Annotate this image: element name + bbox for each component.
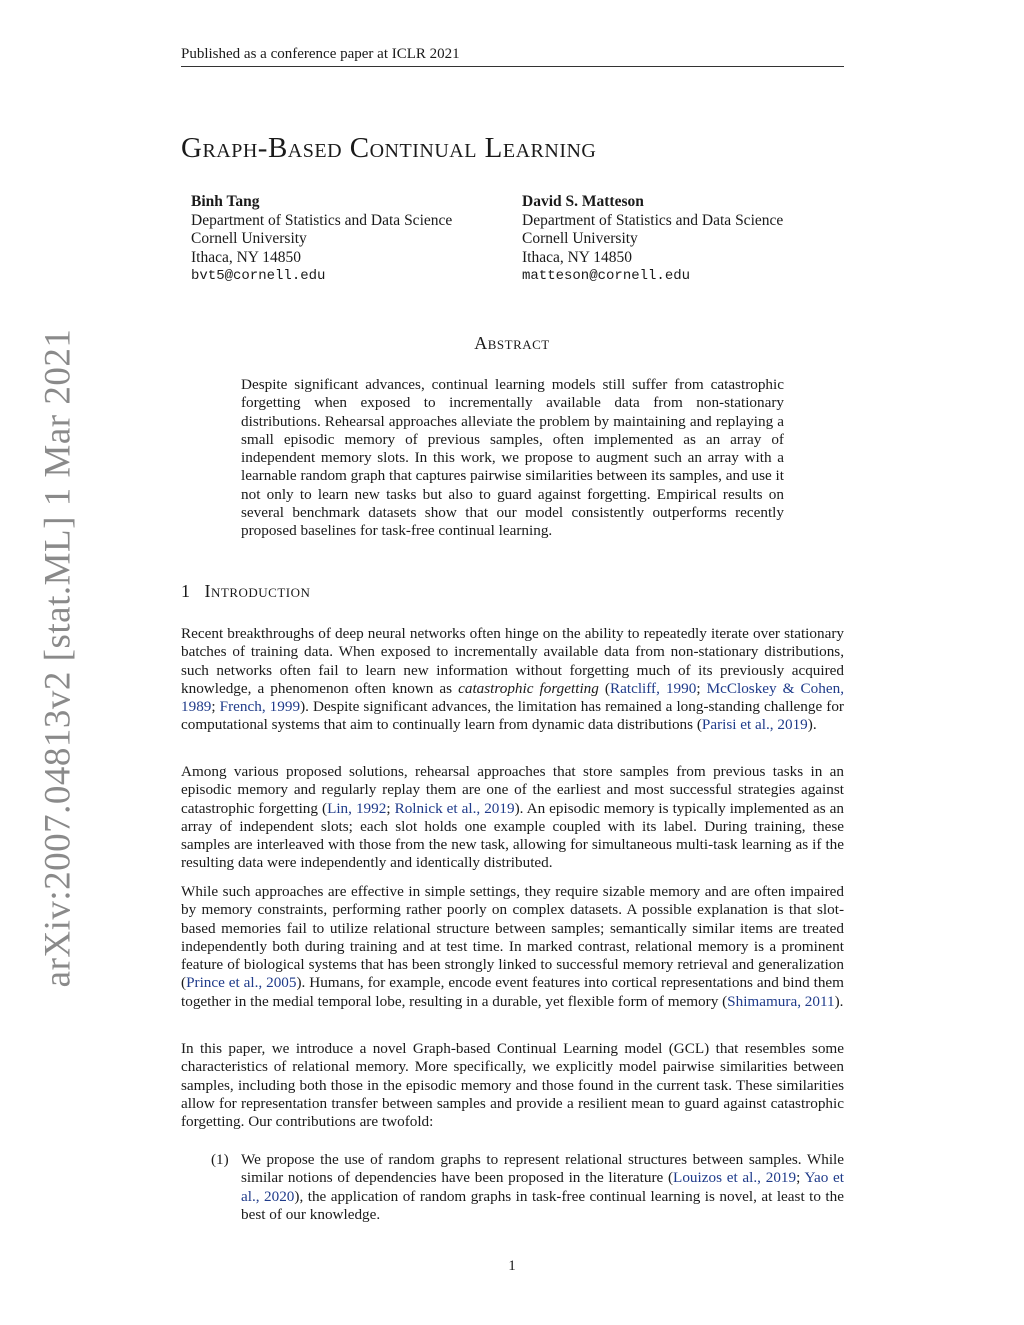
arxiv-identifier-stamp[interactable]: arXiv:2007.04813v2 [stat.ML] 1 Mar 2021 [37, 328, 79, 988]
citation-link[interactable]: Louizos et al., 2019 [673, 1169, 797, 1187]
intro-paragraph-1 [181, 625, 844, 735]
paragraph-text: Recent breakthroughs of deep neural networks often hinge on the ability to repeatedly iterate over stationary batches of training data. When exposed to incrementally available data from non-stationary distributions, such networks often fail to learn new information without forgetting much of its previously acquired knowledge, a phenomenon often known as [181, 625, 844, 697]
paragraph-text: ), the application of random graphs in task-free continual learning is novel, at least to the best of our knowledge. [241, 1187, 844, 1223]
citation-separator: ; [796, 1169, 805, 1187]
author-name: David S. Matteson [522, 193, 644, 210]
list-marker: (1) [211, 1151, 229, 1168]
citation-link[interactable]: Ratcliff, 1990 [609, 679, 697, 697]
contribution-text [241, 1151, 844, 1224]
citation-link[interactable]: Lin, 1992 [327, 799, 387, 817]
section-heading-introduction [181, 581, 310, 602]
contribution-item-1 [211, 1151, 844, 1224]
paragraph-text: ). [807, 716, 817, 734]
citation-separator: ; [386, 799, 395, 817]
author-name: Binh Tang [191, 193, 260, 210]
paragraph-text: ). Despite significant advances, the limitation has remained a long-standing challenge for computational systems that aim to continually learn from dynamic data distributions ( [181, 698, 844, 734]
citation-link[interactable]: Shimamura, 2011 [727, 992, 835, 1010]
author-block-2 [522, 193, 783, 286]
citation-link[interactable]: Prince et al., 2005 [186, 974, 297, 992]
paragraph-text: While such approaches are effective in simple settings, they require sizable memory and are often impaired by memory constraints, performing rather poorly on complex datasets. A possible explanation is that slot-based memories fail to utilize relational structure between samples; semantically similar items are treated independently both during training and at test time. In marked contrast, relational memory is a prominent feature of biological systems that has been strongly linked to successful memory retrieval and generalization ( [181, 883, 844, 992]
intro-paragraph-3 [181, 883, 844, 1011]
running-header: Published as a conference paper at ICLR 2021 [181, 44, 844, 67]
intro-paragraph-2 [181, 763, 844, 873]
page-number: 1 [508, 1258, 516, 1274]
citation-separator: ; [696, 679, 707, 697]
citation-separator: ; [211, 698, 220, 716]
abstract-text: Despite significant advances, continual learning models still suffer from catastrophic forgetting when exposed to incrementally available data from non-stationary distributions. Rehearsal approaches alleviate the problem by maintaining and replaying a small episodic memory of previous samples, often implemented as an array of independent memory slots. In this work, we propose to augment such an array with a learnable random graph that captures pairwise similarities between its samples, and use it not only to learn new tasks but also to guard against forgetting. Empirical results on several benchmark datasets show that our model consistently outperforms recently proposed baselines for task-free continual learning. [241, 376, 784, 540]
paragraph-text: ). [834, 992, 844, 1010]
citation-link[interactable]: Yao et al., 2020 [241, 1169, 844, 1205]
author-location: Ithaca, NY 14850 [191, 248, 302, 266]
paragraph-text: ). An episodic memory is typically implemented as an array of independent slots; each slot holds one example coupled with its label. During training, these samples are interleaved with those from the new task, allowing for simultaneous multi-task learning as if the resulting data were independently and identically distributed. [181, 799, 845, 872]
author-location: Ithaca, NY 14850 [522, 248, 633, 266]
citation-link[interactable]: French, 1999 [219, 698, 301, 716]
emphasis-term: catastrophic forgetting [458, 679, 599, 697]
citation-link[interactable]: Rolnick et al., 2019 [394, 799, 515, 817]
citation-link[interactable]: McCloskey & Cohen, 1989 [181, 679, 844, 716]
author-email[interactable]: bvt5@cornell.edu [191, 268, 326, 284]
author-university: Cornell University [191, 230, 307, 247]
paper-title: Graph-Based Continual Learning [181, 132, 597, 164]
author-email[interactable]: matteson@cornell.edu [522, 268, 691, 284]
author-department: Department of Statistics and Data Science [522, 211, 784, 229]
paragraph-text: ). Humans, for example, encode event features into cortical representations and bind them together in the medial temporal lobe, resulting in a durable, yet flexible form of memory ( [181, 974, 844, 1010]
author-block-1 [191, 193, 452, 286]
paragraph-text: We propose the use of random graphs to represent relational structures between samples. While similar notions of dependencies have been proposed in the literature ( [241, 1151, 844, 1187]
citation-link[interactable]: Parisi et al., 2019 [701, 716, 808, 734]
section-title: Introduction [204, 581, 311, 601]
author-university: Cornell University [522, 230, 638, 247]
paragraph-text: ( [598, 679, 610, 697]
abstract-heading: Abstract [474, 333, 550, 353]
section-number: 1 [181, 581, 191, 601]
author-department: Department of Statistics and Data Science [191, 211, 453, 229]
paragraph-text: Among various proposed solutions, rehearsal approaches that store samples from previous tasks in an episodic memory and regularly replay them are one of the earliest and most successful strategies against catastrophic forgetting ( [181, 763, 844, 817]
intro-paragraph-4: In this paper, we introduce a novel Graph-based Continual Learning model (GCL) that resembles some characteristics of relational memory. More specifically, we explicitly model pairwise similarities between samples, including both those in the episodic memory and those found in the current task. These similarities allow for representation transfer between samples and provide a resilient mean to guard against catastrophic forgetting. Our contributions are twofold: [181, 1040, 844, 1131]
